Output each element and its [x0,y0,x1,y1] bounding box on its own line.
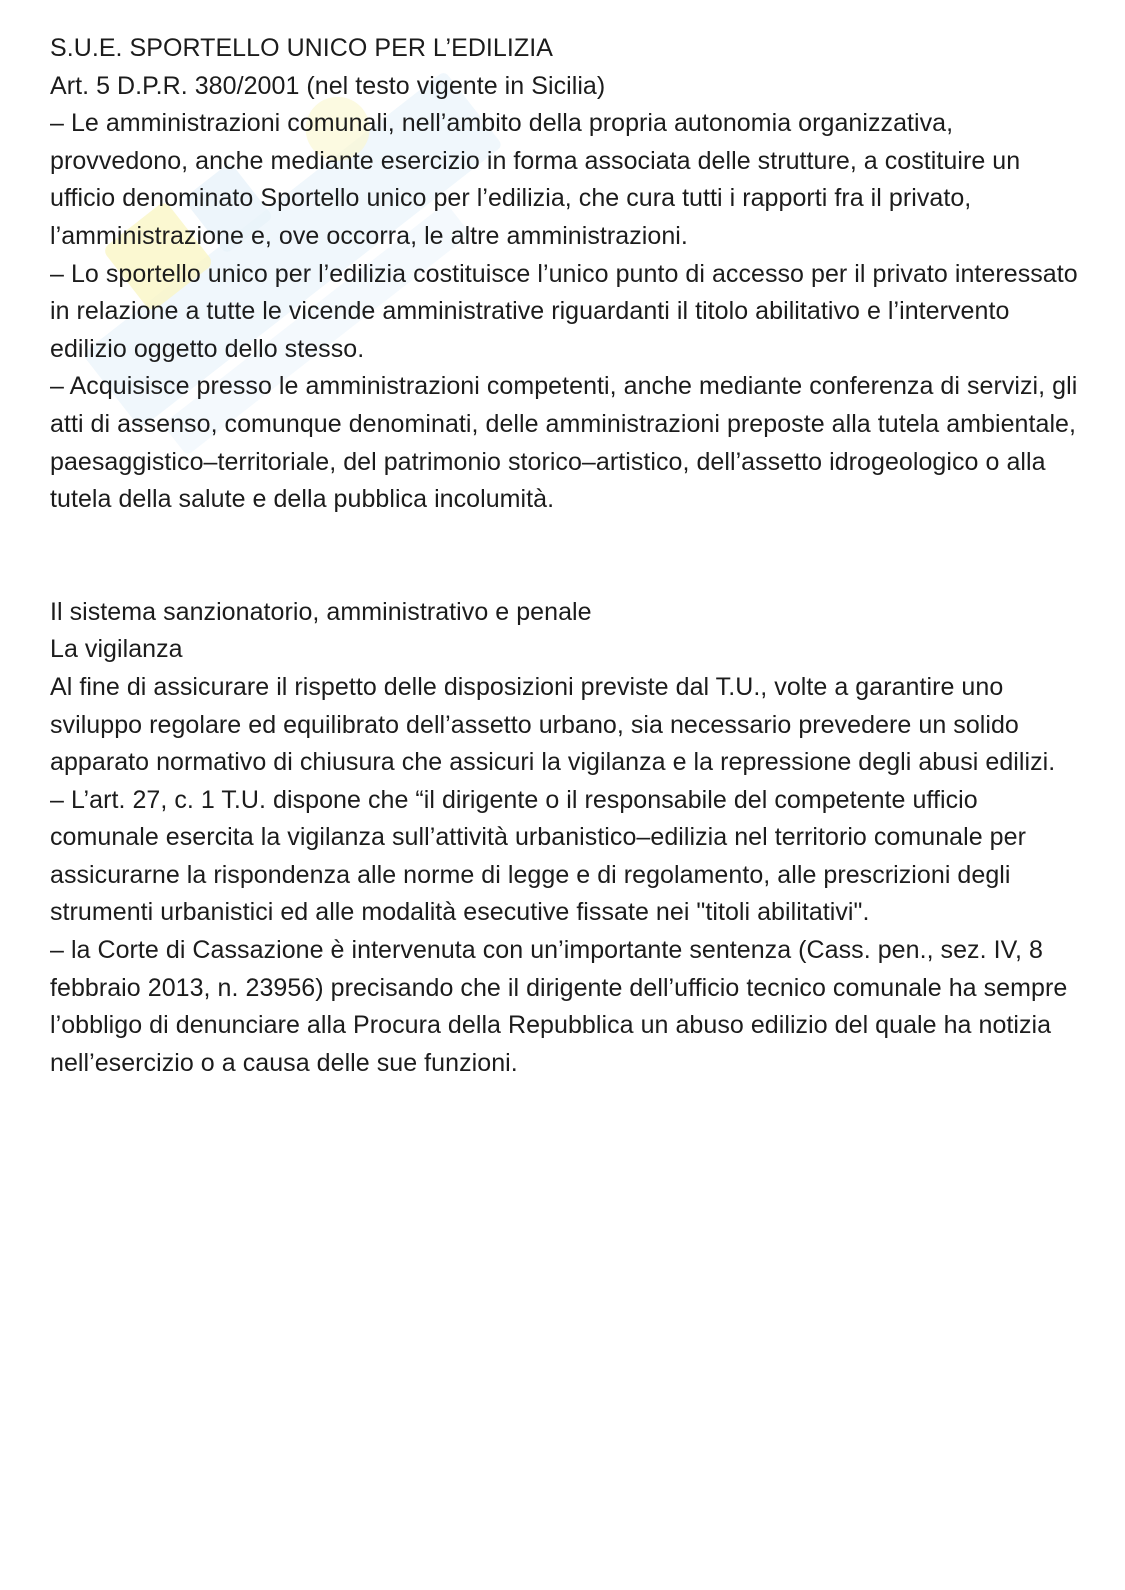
section2-title: Il sistema sanzionatorio, amministrativo e penale [50,597,592,626]
document-body [50,30,1090,1082]
section1-paragraph-2: – Lo sportello unico per l’edilizia costituisce l’unico punto di accesso per il privato interessato in relazione a tutte le vicende amministrative riguardanti il titolo abilitativo e l’intervento edilizio oggetto dello stesso. [50,259,1078,363]
section2-paragraph-3: – la Corte di Cassazione è intervenuta con un’importante sentenza (Cass. pen., sez. IV, 8 febbraio 2013, n. 23956) precisando che il dirigente dell’ufficio tecnico comunale ha sempre l’obbligo di denunciare alla Procura della Repubblica un abuso edilizio del quale ha notizia nell’esercizio o a causa delle sue funzioni. [50,936,1068,1077]
section1-title: S.U.E. SPORTELLO UNICO PER L’EDILIZIA [50,34,553,62]
section2-paragraph-2: – L’art. 27, c. 1 T.U. dispone che “il dirigente o il responsabile del competente ufficio comunale esercita la vigilanza sull’attività urbanistico–edilizia nel territorio comunale per assicurarne la rispondenza alle norme di legge e di regolamento, alle prescrizioni degli strumenti urbanistici ed alle modalità esecutive fissate nei "titoli abilitativi". [50,785,1026,927]
section2-paragraph-1: Al fine di assicurare il rispetto delle disposizioni previste dal T.U., volte a garantire uno sviluppo regolare ed equilibrato dell’assetto urbano, sia necessario prevedere un solido apparato normativo di chiusura che assicuri la vigilanza e la repressione degli abusi edilizi. [50,672,1056,777]
section1-paragraph-3: – Acquisisce presso le amministrazioni competenti, anche mediante conferenza di servizi, gli atti di assenso, comunque denominati, delle amministrazioni preposte alla tutela ambientale, paesaggistico–territoriale, del patrimonio storico–artistico, dell’assetto idrogeologico o alla tutela della salute e della pubblica incolumità. [50,372,1078,514]
section2-subtitle: La vigilanza [50,635,183,664]
section1-subtitle: Art. 5 D.P.R. 380/2001 (nel testo vigente in Sicilia) [50,71,606,100]
section1-paragraph-1: – Le amministrazioni comunali, nell’ambito della propria autonomia organizzativa, provvedono, anche mediante esercizio in forma associata delle strutture, a costituire un ufficio denominato Sportello unico per l’edilizia, che cura tutti i rapporti fra il privato, l’amministrazione e, ove occorra, le altre amministrazioni. [50,109,1021,250]
section-spacer [50,519,1090,594]
